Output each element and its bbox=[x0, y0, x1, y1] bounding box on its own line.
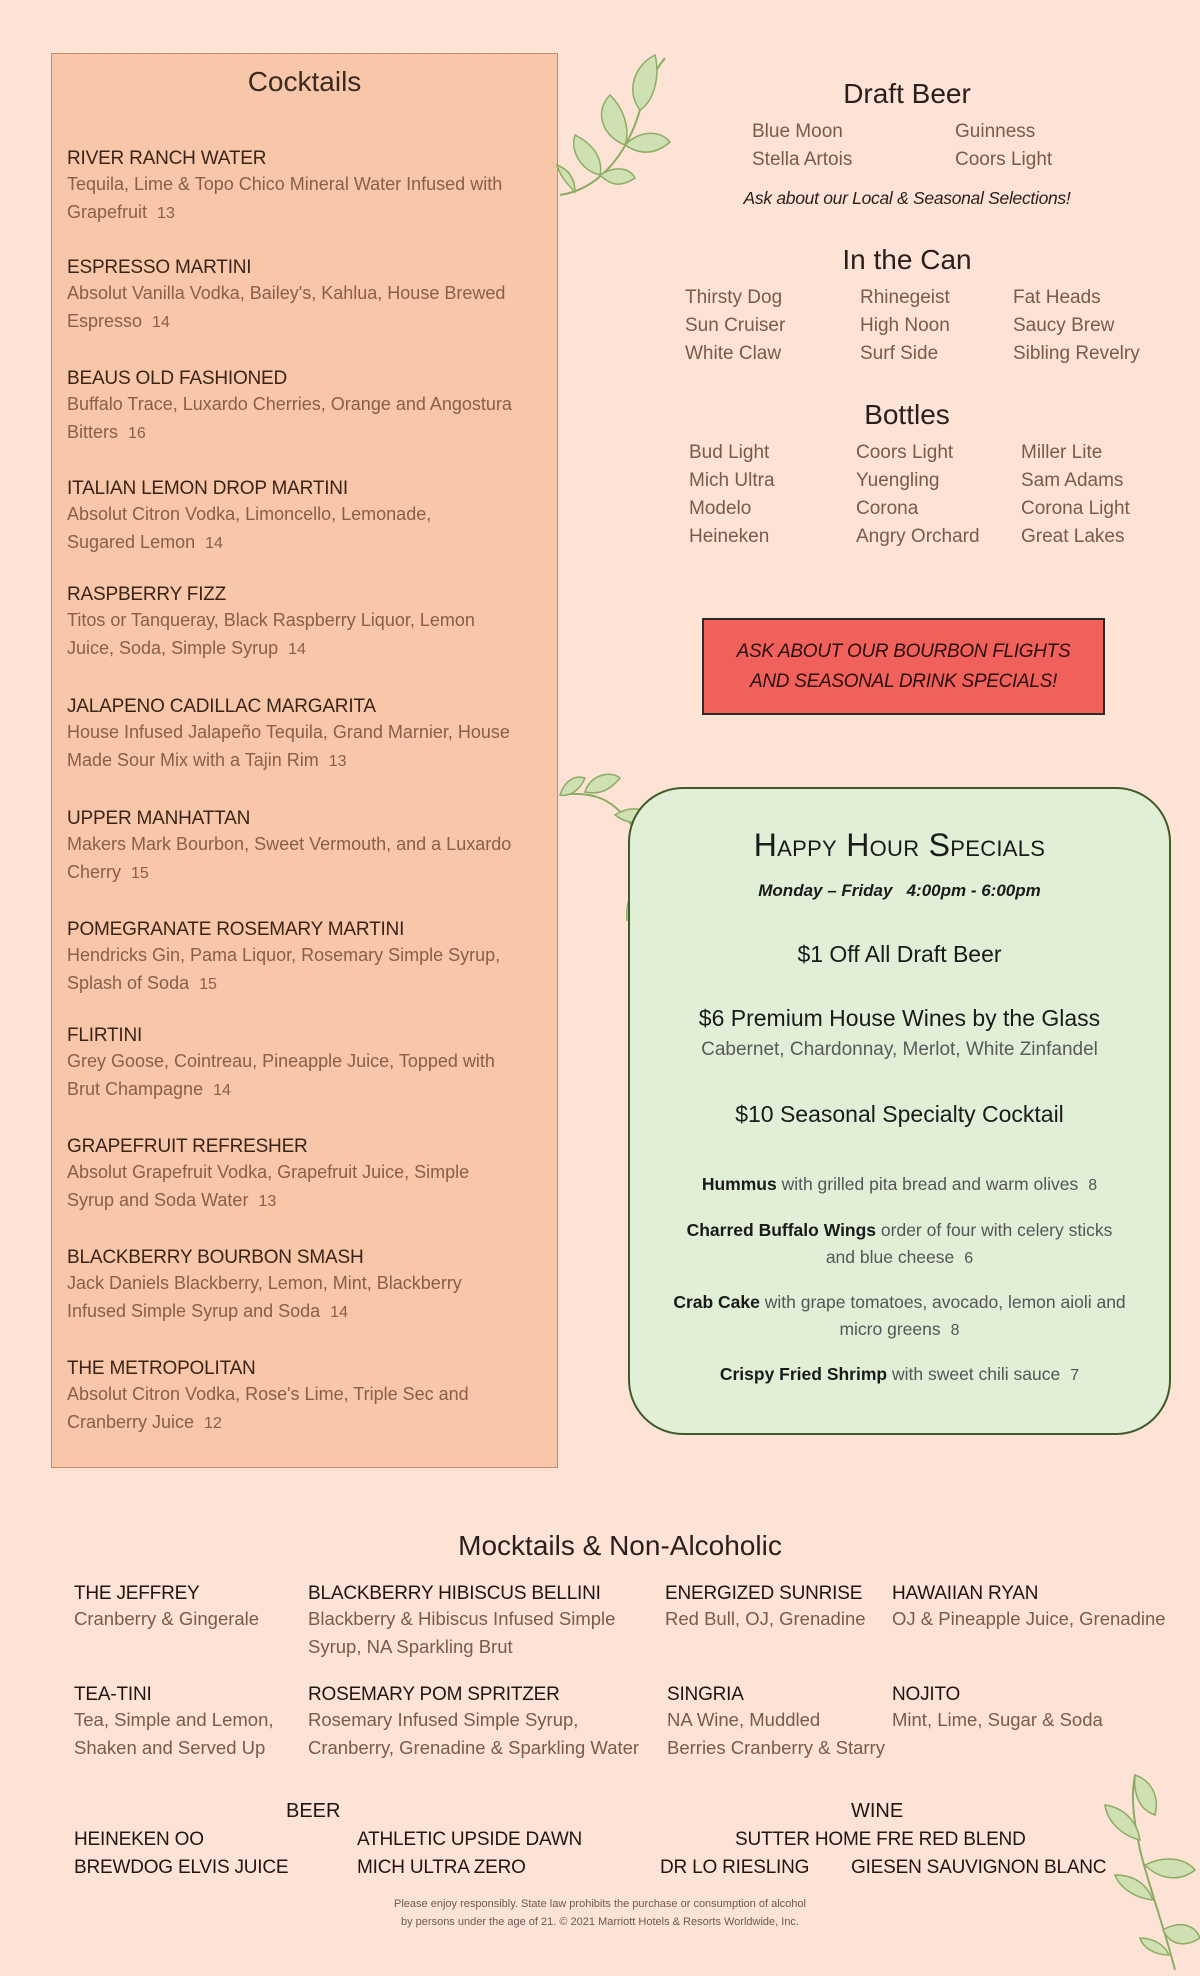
beer-item: Fat Heads bbox=[1013, 287, 1101, 308]
cocktail-description-text: Espresso bbox=[67, 311, 143, 331]
draft-beer-note: Ask about our Local & Seasonal Selections! bbox=[743, 188, 1071, 208]
na-beer-item: MICH ULTRA ZERO bbox=[357, 1857, 526, 1878]
cocktails-title: Cocktails bbox=[247, 66, 362, 97]
cocktail-description: Absolut Citron Vodka, Limoncello, Lemonade, bbox=[67, 504, 432, 524]
mocktail-item bbox=[892, 1583, 1166, 1633]
cocktail-description: Hendricks Gin, Pama Liquor, Rosemary Simple Syrup, bbox=[67, 945, 501, 965]
mocktail-name: HAWAIIAN RYAN bbox=[892, 1583, 1039, 1604]
food-description: with grape tomatoes, avocado, lemon aioli and micro greens bbox=[759, 1292, 1126, 1339]
happy-hour-title: Happy Hour Specials bbox=[753, 827, 1046, 863]
cocktail-name: RIVER RANCH WATER bbox=[67, 148, 267, 169]
mocktail-name: ROSEMARY POM SPRITZER bbox=[308, 1684, 560, 1705]
cocktail-description: Jack Daniels Blackberry, Lemon, Mint, Blackberry bbox=[67, 1273, 462, 1293]
na-beer-title: BEER bbox=[286, 1800, 341, 1822]
beer-item: Rhinegeist bbox=[860, 287, 950, 308]
bottles-title: Bottles bbox=[864, 399, 950, 430]
mocktail-item bbox=[74, 1583, 259, 1633]
cocktail-description-cont bbox=[67, 634, 547, 664]
cocktail-name: GRAPEFRUIT REFRESHER bbox=[67, 1136, 308, 1157]
cocktail-price: 13 bbox=[328, 753, 347, 770]
happy-hour-hours: Monday – Friday 4:00pm - 6:00pm bbox=[758, 881, 1041, 900]
banner-line-1: ASK ABOUT OUR BOURBON FLIGHTS bbox=[736, 640, 1071, 662]
cocktail-price: 14 bbox=[152, 314, 170, 331]
cocktail-description: Buffalo Trace, Luxardo Cherries, Orange and Angostura bbox=[67, 394, 512, 414]
happy-hour-food-item bbox=[630, 1289, 1169, 1344]
food-name: Charred Buffalo Wings bbox=[686, 1220, 877, 1240]
cocktail-description-text: Bitters bbox=[67, 422, 119, 442]
banner-line-2: AND SEASONAL DRINK SPECIALS! bbox=[750, 670, 1057, 692]
beer-item: Sun Cruiser bbox=[685, 315, 786, 336]
mocktail-description: NA Wine, Muddled bbox=[667, 1709, 821, 1730]
cocktail-description-text: Cranberry Juice bbox=[67, 1412, 195, 1432]
cocktail-price: 13 bbox=[157, 205, 175, 222]
cocktail-description-cont bbox=[67, 307, 547, 337]
cocktail-price: 12 bbox=[204, 1415, 222, 1432]
cocktail-description: Absolut Grapefruit Vodka, Grapefruit Juice, Simple bbox=[67, 1162, 470, 1182]
beer-item: Bud Light bbox=[689, 442, 770, 463]
leaf-decoration-bottom-icon bbox=[1095, 1770, 1200, 1970]
mocktail-item bbox=[665, 1583, 866, 1633]
cocktail-description-text: Sugared Lemon bbox=[67, 532, 196, 552]
cocktail-price: 14 bbox=[330, 1304, 348, 1321]
na-beer-item: HEINEKEN OO bbox=[74, 1829, 204, 1850]
mocktail-item bbox=[892, 1684, 1103, 1734]
beer-item: High Noon bbox=[860, 315, 950, 336]
beer-item: Modelo bbox=[689, 498, 752, 519]
beer-item: Sibling Revelry bbox=[1013, 343, 1140, 364]
cocktail-price: 15 bbox=[131, 865, 149, 882]
happy-hour-food-item bbox=[630, 1217, 1169, 1272]
cocktail-name: POMEGRANATE ROSEMARY MARTINI bbox=[67, 919, 405, 940]
cocktail-name: BEAUS OLD FASHIONED bbox=[67, 368, 288, 389]
cocktail-description-cont bbox=[67, 418, 547, 448]
food-description: with sweet chili sauce bbox=[887, 1364, 1061, 1384]
beer-item: Blue Moon bbox=[752, 121, 843, 142]
na-wine-item: GIESEN SAUVIGNON BLANC bbox=[851, 1857, 1107, 1878]
cocktail-item bbox=[67, 478, 547, 558]
cocktail-price: 14 bbox=[205, 535, 223, 552]
mocktail-item bbox=[667, 1684, 885, 1762]
cocktail-description-text: Infused Simple Syrup and Soda bbox=[67, 1301, 321, 1321]
mocktail-description: Red Bull, OJ, Grenadine bbox=[665, 1608, 866, 1629]
cocktail-price: 14 bbox=[288, 641, 306, 658]
mocktails-title: Mocktails & Non-Alcoholic bbox=[458, 1530, 782, 1561]
beer-item: Stella Artois bbox=[752, 149, 853, 170]
draft-beer-col1 bbox=[752, 118, 852, 174]
food-name: Crab Cake bbox=[673, 1292, 760, 1312]
mocktail-name: NOJITO bbox=[892, 1684, 961, 1705]
cocktail-description: Absolut Citron Vodka, Rose's Lime, Triple Sec and bbox=[67, 1384, 469, 1404]
na-beer-item: ATHLETIC UPSIDE DAWN bbox=[357, 1829, 583, 1850]
cocktails-panel bbox=[51, 53, 558, 1468]
cocktail-description-text: Splash of Soda bbox=[67, 973, 190, 993]
cocktail-description-cont bbox=[67, 1075, 547, 1105]
bottles-col1 bbox=[689, 439, 775, 551]
cocktail-description-text: Syrup and Soda Water bbox=[67, 1190, 249, 1210]
cocktail-item bbox=[67, 368, 547, 448]
can-col1 bbox=[685, 284, 785, 368]
food-price: 8 bbox=[1088, 1177, 1098, 1194]
mocktail-description: Tea, Simple and Lemon, bbox=[74, 1709, 274, 1730]
deal-draft-beer: $1 Off All Draft Beer bbox=[797, 941, 1002, 967]
happy-hour-food-item bbox=[630, 1361, 1169, 1389]
beer-item: Great Lakes bbox=[1021, 526, 1125, 547]
cocktail-item bbox=[67, 919, 547, 999]
mocktail-description: Rosemary Infused Simple Syrup, bbox=[308, 1709, 579, 1730]
cocktail-name: ITALIAN LEMON DROP MARTINI bbox=[67, 478, 348, 499]
deal-house-wines: $6 Premium House Wines by the Glass bbox=[698, 1005, 1101, 1031]
bourbon-flights-banner bbox=[702, 618, 1105, 715]
cocktail-item bbox=[67, 808, 547, 888]
cocktail-description-cont bbox=[67, 746, 547, 776]
cocktail-description-cont bbox=[67, 858, 547, 888]
cocktail-description-text: Brut Champagne bbox=[67, 1079, 204, 1099]
mocktail-name: SINGRIA bbox=[667, 1684, 744, 1705]
cocktail-description: Grey Goose, Cointreau, Pineapple Juice, Topped with bbox=[67, 1051, 495, 1071]
can-col3 bbox=[1013, 284, 1140, 368]
cocktail-name: UPPER MANHATTAN bbox=[67, 808, 251, 829]
cocktail-name: THE METROPOLITAN bbox=[67, 1358, 256, 1379]
cocktail-price: 14 bbox=[213, 1082, 231, 1099]
cocktail-description: Absolut Vanilla Vodka, Bailey's, Kahlua, House Brewed bbox=[67, 283, 506, 303]
na-wine-title: WINE bbox=[851, 1800, 904, 1822]
cocktail-name: ESPRESSO MARTINI bbox=[67, 257, 252, 278]
beer-item: Miller Lite bbox=[1021, 442, 1103, 463]
mocktail-description: Syrup, NA Sparkling Brut bbox=[308, 1636, 513, 1657]
draft-beer-col2 bbox=[955, 118, 1052, 174]
legal-disclaimer bbox=[0, 1895, 1200, 1931]
food-name: Crispy Fried Shrimp bbox=[719, 1364, 888, 1384]
cocktail-item bbox=[67, 1247, 547, 1327]
cocktail-name: RASPBERRY FIZZ bbox=[67, 584, 227, 605]
mocktail-name: ENERGIZED SUNRISE bbox=[665, 1583, 863, 1604]
cocktail-item bbox=[67, 696, 547, 776]
food-description: with grilled pita bread and warm olives bbox=[776, 1174, 1079, 1194]
beer-item: Surf Side bbox=[860, 343, 939, 364]
mocktail-item bbox=[74, 1684, 274, 1762]
cocktail-description: House Infused Jalapeño Tequila, Grand Marnier, House bbox=[67, 722, 510, 742]
cocktail-description-cont bbox=[67, 969, 547, 999]
cocktail-description-text: Made Sour Mix with a Tajin Rim bbox=[67, 750, 319, 770]
beer-item: Sam Adams bbox=[1021, 470, 1124, 491]
cocktail-description: Titos or Tanqueray, Black Raspberry Liquor, Lemon bbox=[67, 610, 475, 630]
na-wine-item: SUTTER HOME FRE RED BLEND bbox=[735, 1829, 1026, 1850]
cocktail-item bbox=[67, 1136, 547, 1216]
food-price: 6 bbox=[964, 1250, 974, 1267]
food-name: Hummus bbox=[701, 1174, 777, 1194]
in-the-can-title: In the Can bbox=[842, 244, 972, 275]
draft-beer-title: Draft Beer bbox=[843, 78, 971, 109]
mocktail-description: OJ & Pineapple Juice, Grenadine bbox=[892, 1608, 1166, 1629]
leaf-decoration-top-icon bbox=[555, 50, 675, 220]
cocktail-price: 15 bbox=[199, 976, 217, 993]
mocktail-description: Mint, Lime, Sugar & Soda bbox=[892, 1709, 1103, 1730]
happy-hour-panel bbox=[628, 787, 1171, 1435]
cocktail-item bbox=[67, 584, 547, 664]
beer-item: Angry Orchard bbox=[856, 526, 980, 547]
cocktail-item bbox=[67, 1025, 547, 1105]
beer-item: Mich Ultra bbox=[689, 470, 775, 491]
mocktail-description: Cranberry & Gingerale bbox=[74, 1608, 260, 1629]
beer-item: White Claw bbox=[685, 343, 782, 364]
cocktail-name: FLIRTINI bbox=[67, 1025, 143, 1046]
cocktail-price: 16 bbox=[128, 425, 146, 442]
beer-item: Yuengling bbox=[856, 470, 940, 491]
beer-item: Heineken bbox=[689, 526, 770, 547]
happy-hour-food-item bbox=[630, 1171, 1169, 1199]
cocktail-item bbox=[67, 148, 547, 228]
cocktail-name: JALAPENO CADILLAC MARGARITA bbox=[67, 696, 376, 717]
cocktail-description-cont bbox=[67, 1408, 547, 1438]
na-wine-item: DR LO RIESLING bbox=[660, 1857, 810, 1878]
na-beer-item: BREWDOG ELVIS JUICE bbox=[74, 1857, 289, 1878]
cocktail-description-cont bbox=[67, 198, 547, 228]
beer-item: Thirsty Dog bbox=[685, 287, 783, 308]
mocktail-name: BLACKBERRY HIBISCUS BELLINI bbox=[308, 1583, 601, 1604]
mocktail-description: Shaken and Served Up bbox=[74, 1737, 266, 1758]
cocktail-description: Makers Mark Bourbon, Sweet Vermouth, and a Luxardo bbox=[67, 834, 512, 854]
beer-item: Coors Light bbox=[856, 442, 954, 463]
mocktail-name: THE JEFFREY bbox=[74, 1583, 200, 1604]
bottles-col3 bbox=[1021, 439, 1130, 551]
disclaimer-line-2: by persons under the age of 21. © 2021 Marriott Hotels & Resorts Worldwide, Inc. bbox=[401, 1916, 799, 1928]
beer-item: Corona Light bbox=[1021, 498, 1130, 519]
cocktail-description-text: Juice, Soda, Simple Syrup bbox=[67, 638, 279, 658]
mocktail-description: Cranberry, Grenadine & Sparkling Water bbox=[308, 1737, 640, 1758]
cocktail-description-text: Grapefruit bbox=[67, 202, 148, 222]
cocktail-name: BLACKBERRY BOURBON SMASH bbox=[67, 1247, 364, 1268]
food-price: 8 bbox=[950, 1322, 960, 1339]
mocktail-item bbox=[308, 1684, 639, 1762]
cocktail-price: 13 bbox=[258, 1193, 277, 1210]
cocktail-item bbox=[67, 1358, 547, 1438]
mocktail-item bbox=[308, 1583, 615, 1661]
beer-item: Saucy Brew bbox=[1013, 315, 1115, 336]
deal-house-wines-list: Cabernet, Chardonnay, Merlot, White Zinfandel bbox=[701, 1039, 1098, 1060]
mocktail-name: TEA-TINI bbox=[74, 1684, 152, 1705]
deal-seasonal-cocktail: $10 Seasonal Specialty Cocktail bbox=[735, 1101, 1064, 1127]
cocktail-item bbox=[67, 257, 547, 337]
beer-item: Guinness bbox=[955, 121, 1036, 142]
cocktail-description-cont bbox=[67, 1186, 547, 1216]
cocktail-description-cont bbox=[67, 528, 547, 558]
mocktail-description: Blackberry & Hibiscus Infused Simple bbox=[308, 1608, 616, 1629]
food-price: 7 bbox=[1070, 1367, 1080, 1384]
food-description: order of four with celery sticks and blue cheese bbox=[825, 1220, 1113, 1267]
mocktail-description: Berries Cranberry & Starry bbox=[667, 1737, 885, 1758]
disclaimer-line-1: Please enjoy responsibly. State law prohibits the purchase or consumption of alcohol bbox=[394, 1898, 806, 1910]
cocktail-description-text: Cherry bbox=[67, 862, 122, 882]
beer-item: Coors Light bbox=[955, 149, 1053, 170]
cocktail-description: Tequila, Lime & Topo Chico Mineral Water Infused with bbox=[67, 174, 503, 194]
beer-item: Corona bbox=[856, 498, 919, 519]
can-col2 bbox=[860, 284, 950, 368]
cocktail-description-cont bbox=[67, 1297, 547, 1327]
bottles-col2 bbox=[856, 439, 980, 551]
